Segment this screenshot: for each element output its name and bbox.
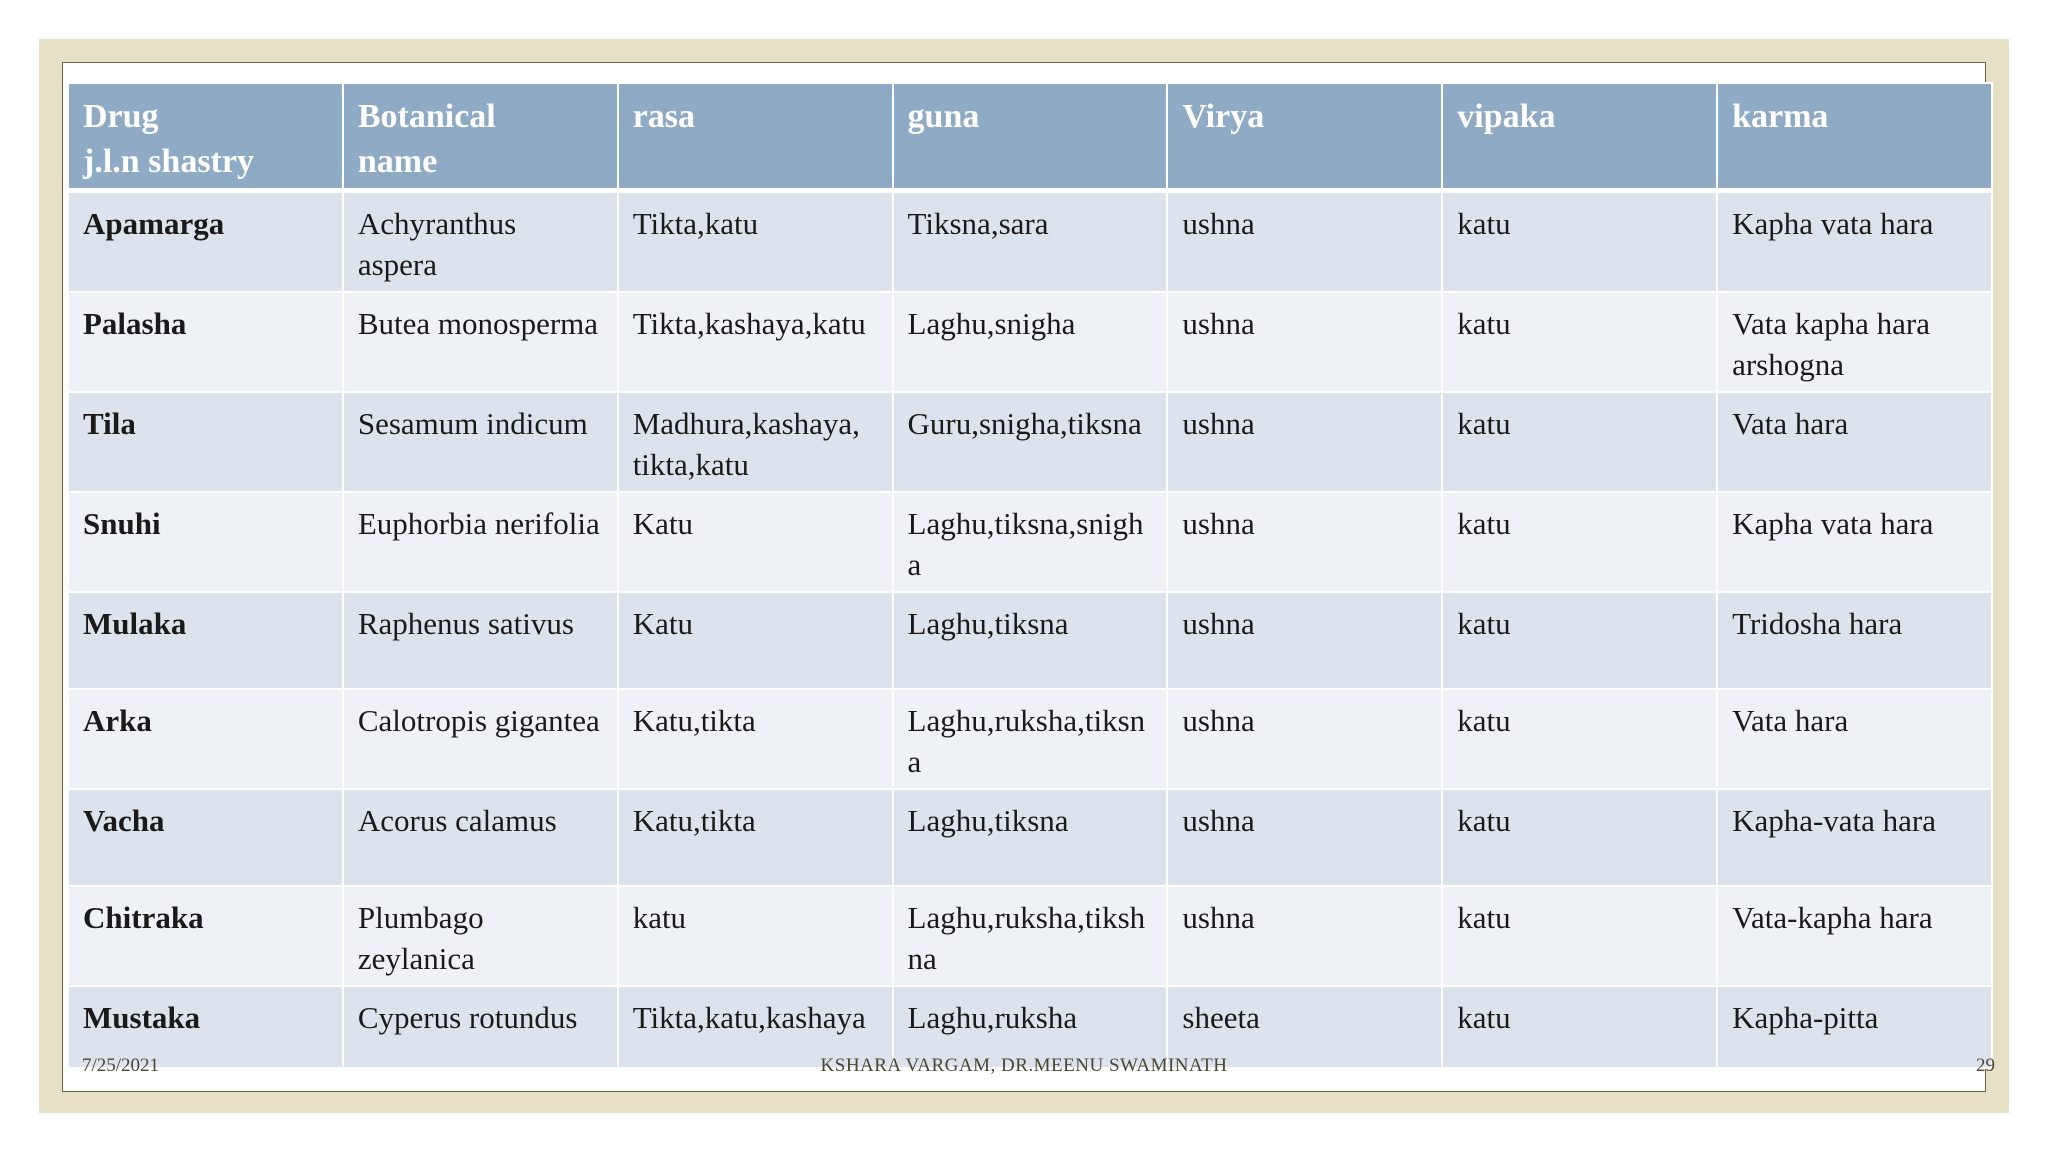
footer-date: 7/25/2021 xyxy=(82,1055,160,1076)
cell-botanical: Calotropis gigantea xyxy=(343,689,618,789)
header-drug xyxy=(68,83,343,191)
table-row xyxy=(68,292,1992,392)
cell-karma: Kapha-pitta xyxy=(1717,986,1992,1068)
cell-drug: Apamarga xyxy=(68,191,343,293)
table-row xyxy=(68,191,1992,293)
table-row xyxy=(68,392,1992,492)
cell-drug: Tila xyxy=(68,392,343,492)
header-botanical xyxy=(343,83,618,191)
cell-virya: ushna xyxy=(1167,789,1442,886)
cell-rasa: Katu,tikta xyxy=(618,689,893,789)
table-row xyxy=(68,789,1992,886)
cell-karma: Kapha vata hara xyxy=(1717,492,1992,592)
cell-botanical: Cyperus rotundus xyxy=(343,986,618,1068)
cell-guna: Tiksna,sara xyxy=(893,191,1168,293)
cell-virya: sheeta xyxy=(1167,986,1442,1068)
cell-drug: Vacha xyxy=(68,789,343,886)
cell-vipaka: katu xyxy=(1442,392,1717,492)
cell-vipaka: katu xyxy=(1442,592,1717,689)
cell-guna: Laghu,ruksha xyxy=(893,986,1168,1068)
cell-virya: ushna xyxy=(1167,292,1442,392)
cell-karma: Vata hara xyxy=(1717,392,1992,492)
cell-guna: Laghu,ruksha,tikshna xyxy=(893,886,1168,986)
header-drug-line2: j.l.n shastry xyxy=(83,143,254,180)
cell-drug: Mulaka xyxy=(68,592,343,689)
drug-table xyxy=(67,82,1993,1069)
cell-virya: ushna xyxy=(1167,191,1442,293)
cell-botanical: Euphorbia nerifolia xyxy=(343,492,618,592)
cell-botanical: Raphenus sativus xyxy=(343,592,618,689)
cell-botanical: Achyranthus aspera xyxy=(343,191,618,293)
cell-karma: Kapha-vata hara xyxy=(1717,789,1992,886)
table-row xyxy=(68,492,1992,592)
cell-guna: Laghu,ruksha,tiksna xyxy=(893,689,1168,789)
header-botanical-line2: name xyxy=(357,143,438,180)
cell-rasa: Tikta,katu xyxy=(618,191,893,293)
cell-virya: ushna xyxy=(1167,689,1442,789)
header-rasa: rasa xyxy=(618,83,893,191)
cell-vipaka: katu xyxy=(1442,986,1717,1068)
cell-guna: Guru,snigha,tiksna xyxy=(893,392,1168,492)
header-karma: karma xyxy=(1717,83,1992,191)
cell-rasa: Katu xyxy=(618,492,893,592)
cell-guna: Laghu,tiksna xyxy=(893,789,1168,886)
cell-vipaka: katu xyxy=(1442,689,1717,789)
cell-botanical: Sesamum indicum xyxy=(343,392,618,492)
cell-botanical: Butea monosperma xyxy=(343,292,618,392)
cell-karma: Kapha vata hara xyxy=(1717,191,1992,293)
header-vipaka: vipaka xyxy=(1442,83,1717,191)
cell-virya: ushna xyxy=(1167,886,1442,986)
cell-guna: Laghu,tiksna,snigha xyxy=(893,492,1168,592)
cell-karma: Vata-kapha hara xyxy=(1717,886,1992,986)
header-virya: Virya xyxy=(1167,83,1442,191)
cell-karma: Vata hara xyxy=(1717,689,1992,789)
cell-guna: Laghu,tiksna xyxy=(893,592,1168,689)
cell-drug: Chitraka xyxy=(68,886,343,986)
cell-karma: Vata kapha hara arshogna xyxy=(1717,292,1992,392)
cell-virya: ushna xyxy=(1167,392,1442,492)
footer-title: KSHARA VARGAM, DR.MEENU SWAMINATH xyxy=(820,1055,1228,1076)
header-drug-line1: Drug xyxy=(83,98,159,135)
cell-vipaka: katu xyxy=(1442,492,1717,592)
cell-rasa: Tikta,kashaya,katu xyxy=(618,292,893,392)
table-body xyxy=(68,191,1992,1069)
cell-vipaka: katu xyxy=(1442,789,1717,886)
cell-virya: ushna xyxy=(1167,592,1442,689)
cell-botanical: Acorus calamus xyxy=(343,789,618,886)
cell-guna: Laghu,snigha xyxy=(893,292,1168,392)
cell-drug: Palasha xyxy=(68,292,343,392)
cell-vipaka: katu xyxy=(1442,191,1717,293)
cell-vipaka: katu xyxy=(1442,886,1717,986)
header-botanical-line1: Botanical xyxy=(357,98,496,135)
cell-rasa: Katu xyxy=(618,592,893,689)
footer-page-number: 29 xyxy=(1976,1055,1995,1076)
table-row xyxy=(68,886,1992,986)
cell-karma: Tridosha hara xyxy=(1717,592,1992,689)
header-guna: guna xyxy=(893,83,1168,191)
cell-drug: Mustaka xyxy=(68,986,343,1068)
table-row xyxy=(68,592,1992,689)
cell-rasa: Tikta,katu,kashaya xyxy=(618,986,893,1068)
cell-drug: Arka xyxy=(68,689,343,789)
table-header xyxy=(68,83,1992,191)
table-row xyxy=(68,689,1992,789)
cell-rasa: Katu,tikta xyxy=(618,789,893,886)
cell-drug: Snuhi xyxy=(68,492,343,592)
cell-botanical: Plumbago zeylanica xyxy=(343,886,618,986)
cell-virya: ushna xyxy=(1167,492,1442,592)
cell-vipaka: katu xyxy=(1442,292,1717,392)
header-row xyxy=(68,83,1992,191)
cell-rasa: Madhura,kashaya, tikta,katu xyxy=(618,392,893,492)
cell-rasa: katu xyxy=(618,886,893,986)
